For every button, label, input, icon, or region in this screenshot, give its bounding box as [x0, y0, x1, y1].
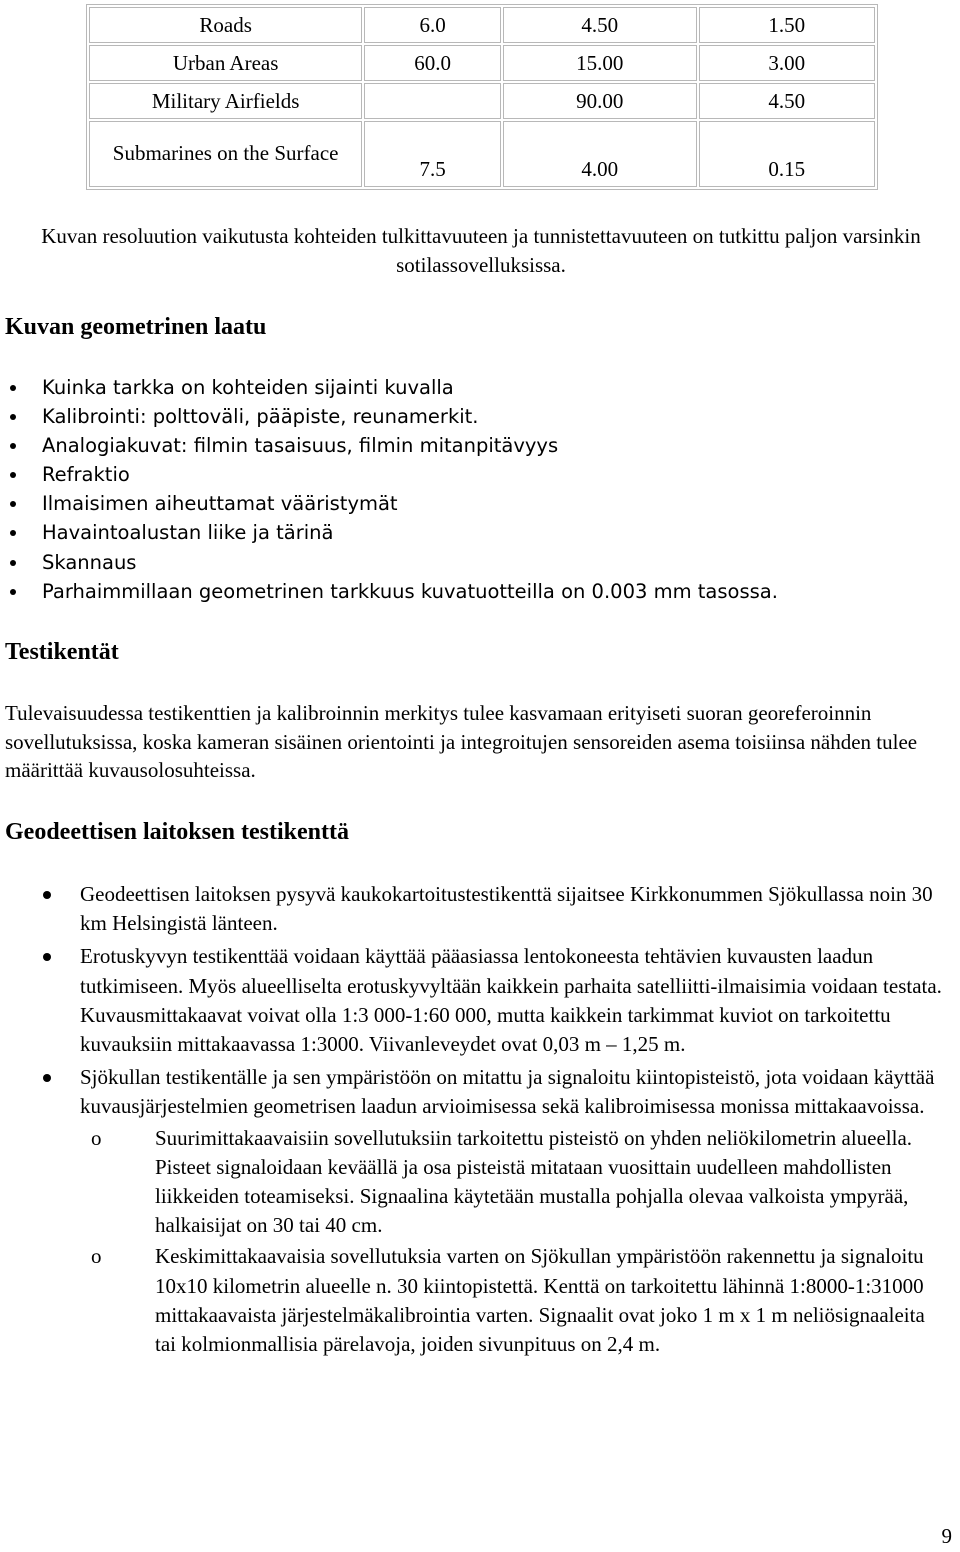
list-item-text: Erotuskyvyn testikenttää voidaan käyttää pääasiassa lentokoneesta tehtävien kuvausten laadun tutkimiseen. Myös alueelliselta erotuskyvyltään kaikkein parhaita satelliitti-ilmaisimia voidaan testata. Kuvausmittakaavat voivat olla 1:3 000-1:60 000, mutta kaikkein tarkimmat kuviot on tarkoitettu kuvauksiin mittakaavassa 1:3000. Viivanleveydet ovat 0,03 m – 1,25 m. [80, 944, 942, 1057]
table-cell: 6.0 [364, 7, 501, 43]
page-number: 9 [941, 1524, 952, 1548]
intro-paragraph: Kuvan resoluution vaikutusta kohteiden tulkittavuuteen ja tunnistettavuuteen on tutkittu paljon varsinkin sotilassovelluksissa. [41, 224, 921, 277]
sub-list-item-text: Suurimittakaavaisiin sovellutuksiin tarkoitettu pisteistö on yhden neliökilometrin alueella. Pisteet signaloidaan keväällä ja osa pisteistä mitataan vuosittain uudelleen mahdollisten liikkeiden toteamiseksi. Signaalina käytetään mustalla pohjalla olevaa valkoista ympyrää, halkaisijat on 30 tai 40 cm. [155, 1125, 913, 1238]
circle-marker-icon: o [91, 1244, 102, 1269]
resolution-table [86, 4, 878, 190]
table-row [89, 121, 875, 187]
test-fields-paragraph: Tulevaisuudessa testikenttien ja kalibroinnin merkitys tulee kasvamaan erityiseti suoran georeferoinnin sovellutuksissa, koska kameran sisäinen orientointi ja integroitujen sensoreiden asema toisiinsa nähden tulee määrittää kuvausolosuhteissa. [5, 701, 918, 782]
table-cell: 7.5 [364, 121, 501, 187]
sub-list-item-text: Keskimittakaavaisia sovellutuksia varten on Sjökullan ympäristöön rakennettu ja signaloitu 10x10 kilometrin alueelle n. 30 kiintopistettä. Kenttä on tarkoitettu lähinnä 1:8000-1:31000 mittakaavaista järjestelmäkalibrointia varten. Signaalit ovat joko 1 m x 1 m neliösignaaleita tai kolmionmallisia pärelavoja, joiden sivunpituus on 2,4 m. [155, 1244, 925, 1357]
list-item: Parhaimmillaan geometrinen tarkkuus kuvatuotteilla on 0.003 mm tasossa. [0, 577, 778, 606]
list-item: Kuinka tarkka on kohteiden sijainti kuvalla [0, 373, 778, 402]
table-cell: 3.00 [699, 45, 875, 81]
table-cell: 4.00 [503, 121, 697, 187]
list-item-text: Geodeettisen laitoksen pysyvä kaukokartoitustestikenttä sijaitsee Kirkkonummen Sjökullassa noin 30 km Helsingistä länteen. [80, 882, 933, 936]
table-cell: Roads [89, 7, 362, 43]
table-row [89, 7, 875, 43]
section-heading-geodetic: Geodeettisen laitoksen testikenttä [5, 819, 349, 845]
table-cell: Military Airfields [89, 83, 362, 119]
table-cell: Submarines on the Surface [89, 121, 362, 187]
table-cell [364, 83, 501, 119]
list-item: Refraktio [0, 460, 778, 489]
table-cell: Urban Areas [89, 45, 362, 81]
geodetic-list [0, 880, 960, 1363]
table-cell: 0.15 [699, 121, 875, 187]
list-item-text: Sjökullan testikentälle ja sen ympäristöön on mitattu ja signaloitu kiintopisteistö, jota voidaan käyttää kuvausjärjestelmien geometrisen laadun arvioimisessa sekä kalibroimisessa monissa mittakaavoissa. [80, 1065, 935, 1119]
list-item: Kalibrointi: polttoväli, pääpiste, reunamerkit. [0, 402, 778, 431]
table-row [89, 83, 875, 119]
sub-list [80, 1124, 952, 1360]
sub-list-item [80, 1242, 952, 1359]
list-item [0, 1063, 960, 1359]
geometry-list [0, 373, 778, 606]
section-heading-test-fields: Testikentät [5, 639, 119, 665]
table-cell: 4.50 [699, 83, 875, 119]
list-item: Skannaus [0, 548, 778, 577]
table-cell: 90.00 [503, 83, 697, 119]
table-cell: 1.50 [699, 7, 875, 43]
list-item: Havaintoalustan liike ja tärinä [0, 518, 778, 547]
table-cell: 15.00 [503, 45, 697, 81]
list-item [0, 942, 960, 1059]
circle-marker-icon: o [91, 1125, 102, 1150]
sub-list-item [80, 1124, 952, 1241]
table-cell: 60.0 [364, 45, 501, 81]
list-item [0, 880, 960, 938]
table-row [89, 45, 875, 81]
list-item: Analogiakuvat: filmin tasaisuus, filmin mitanpitävyys [0, 431, 778, 460]
section-heading-geometry: Kuvan geometrinen laatu [5, 314, 267, 340]
list-item: Ilmaisimen aiheuttamat vääristymät [0, 489, 778, 518]
table-cell: 4.50 [503, 7, 697, 43]
